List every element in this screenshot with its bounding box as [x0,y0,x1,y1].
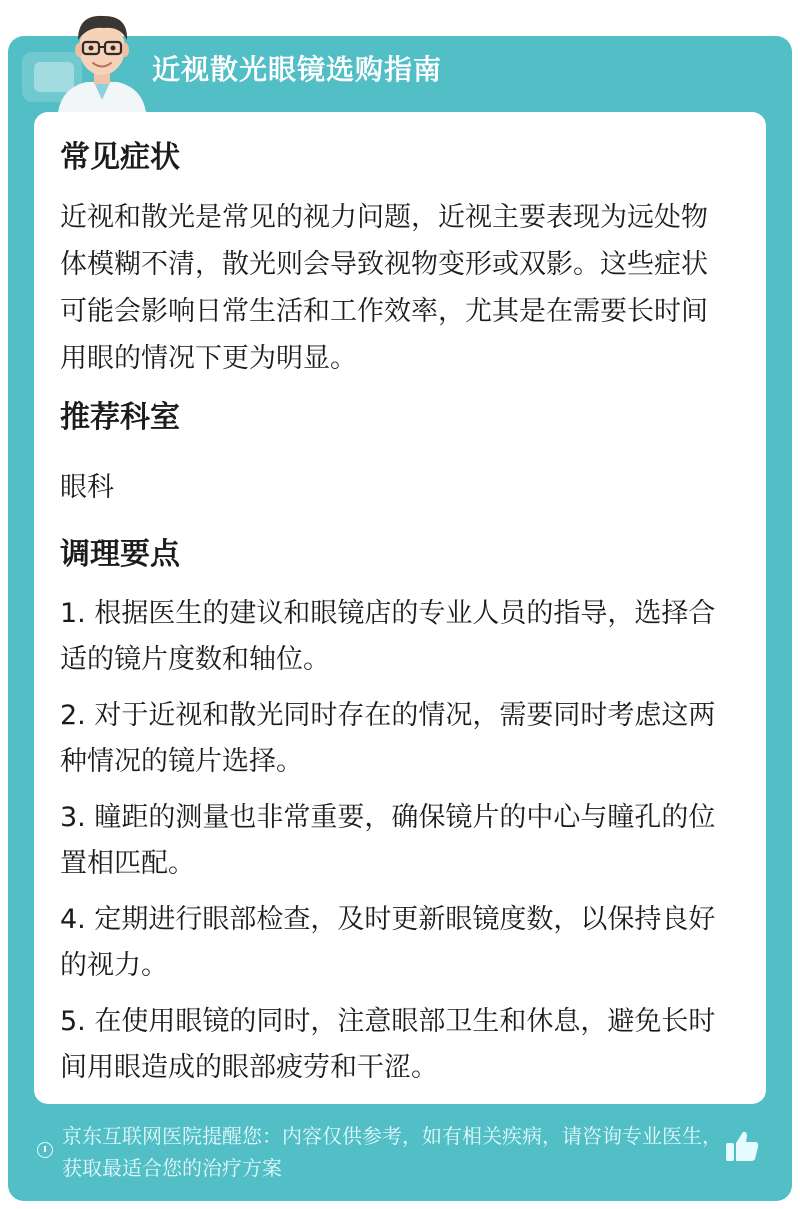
symptoms-body: 近视和散光是常见的视力问题，近视主要表现为远处物体模糊不清，散光则会导致视物变形或双影。这些症状可能会影响日常生活和工作效率，尤其是在需要长时间用眼的情况下更为明显。 [60,202,708,374]
content-area [60,130,730,1101]
list-item: 4. 定期进行眼部检查，及时更新眼镜度数，以保持良好的视力。 [60,904,716,981]
page-title: 近视散光眼镜选购指南 [152,53,443,86]
list-item: 3. 瞳距的测量也非常重要，确保镜片的中心与瞳孔的位置相匹配。 [60,802,716,879]
symptoms-title: 常见症状 [60,140,180,175]
thumbs-up-icon[interactable] [723,1128,761,1166]
department-title: 推荐科室 [60,400,180,435]
list-item: 2. 对于近视和散光同时存在的情况，需要同时考虑这两种情况的镜片选择。 [60,700,716,777]
doctor-avatar [48,4,156,112]
list-item: 5. 在使用眼镜的同时，注意眼部卫生和休息，避免长时间用眼造成的眼部疲劳和干涩。 [60,1006,716,1083]
list-item: 1. 根据医生的建议和眼镜店的专业人员的指导，选择合适的镜片度数和轴位。 [60,598,716,675]
care-title: 调理要点 [60,537,180,572]
care-list [60,591,730,1091]
department-value: 眼科 [60,472,114,503]
disclaimer-text: 京东互联网医院提醒您：内容仅供参考，如有相关疾病，请咨询专业医生，获取最适合您的治疗方案 [62,1124,722,1180]
info-icon [37,1142,53,1158]
